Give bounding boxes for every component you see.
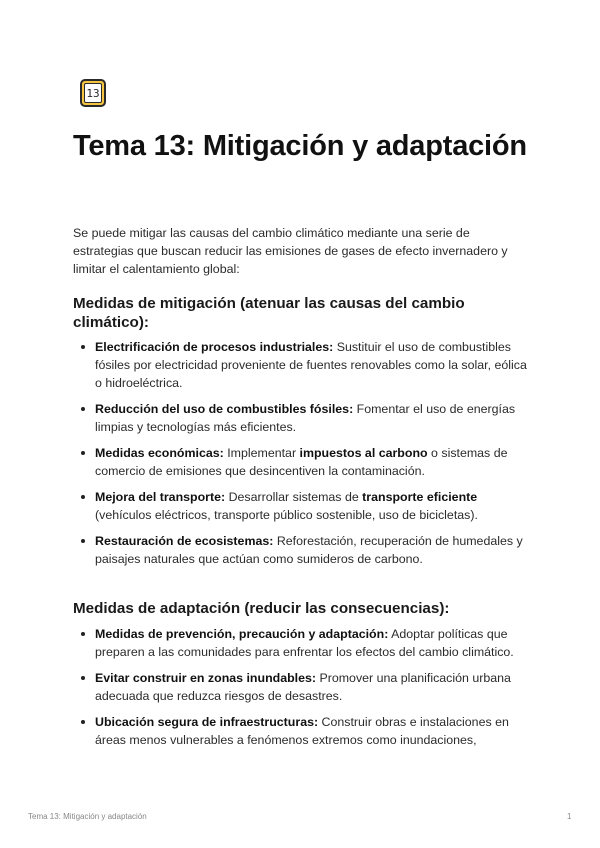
page-number: 1 [567, 812, 572, 821]
item-text: Adoptar políticas que preparen a las comunidades para enfrentar los efectos del cambio climático. [95, 627, 514, 659]
item-term: Ubicación segura de infraestructuras: [95, 715, 319, 729]
list-item [73, 625, 528, 661]
item-term: Restauración de ecosistemas: [95, 534, 274, 548]
item-text: Promover una planificación urbana adecuada que reduzca riesgos de desastres. [95, 671, 511, 703]
list-item [73, 669, 528, 705]
list-item [73, 488, 528, 524]
calendar-13-icon [80, 79, 106, 107]
item-text: o sistemas de comercio de emisiones que desincentiven la contaminación. [95, 446, 508, 478]
item-text: Fomentar el uso de energías limpias y tecnologías más eficientes. [95, 402, 516, 434]
item-term: Evitar construir en zonas inundables: [95, 671, 317, 685]
list-item [73, 532, 528, 568]
calendar-13-icon-number: 13 [84, 83, 102, 103]
item-term: Mejora del transporte: [95, 490, 226, 504]
item-text: Desarrollar sistemas de [225, 490, 363, 504]
item-strong: impuestos al carbono [299, 446, 428, 460]
item-text: Sustituir el uso de combustibles fósiles por electricidad proveniente de fuentes renovables como la solar, eólica o hidroeléctrica. [95, 340, 527, 390]
item-term: Reducción del uso de combustibles fósiles: [95, 402, 354, 416]
list-item [73, 444, 528, 480]
item-term: Medidas económicas: [95, 446, 224, 460]
item-text: Implementar [223, 446, 300, 460]
page-title: Tema 13: Mitigación y adaptación [73, 130, 527, 162]
item-strong: transporte eficiente [362, 490, 478, 504]
mitigation-heading: Medidas de mitigación (atenuar las causas del cambio climático): [73, 295, 465, 331]
item-text: (vehículos eléctricos, transporte público sostenible, uso de bicicletas). [95, 508, 478, 522]
list-item [73, 400, 528, 436]
item-text: Construir obras e instalaciones en áreas menos vulnerables a fenómenos extremos como inundaciones, [95, 715, 509, 747]
item-term: Medidas de prevención, precaución y adaptación: [95, 627, 389, 641]
list-item [73, 338, 528, 392]
footer-title: Tema 13: Mitigación y adaptación [28, 812, 147, 821]
list-item [73, 713, 528, 749]
item-text: Reforestación, recuperación de humedales y paisajes naturales que actúan como sumideros de carbono. [95, 534, 523, 566]
mitigation-list [73, 338, 528, 576]
intro-paragraph: Se puede mitigar las causas del cambio climático mediante una serie de estrategias que buscan reducir las emisiones de gases de efecto invernadero y limitar el calentamiento global: [73, 226, 508, 276]
adaptation-heading: Medidas de adaptación (reducir las consecuencias): [73, 600, 450, 617]
adaptation-list [73, 625, 528, 757]
item-term: Electrificación de procesos industriales: [95, 340, 334, 354]
